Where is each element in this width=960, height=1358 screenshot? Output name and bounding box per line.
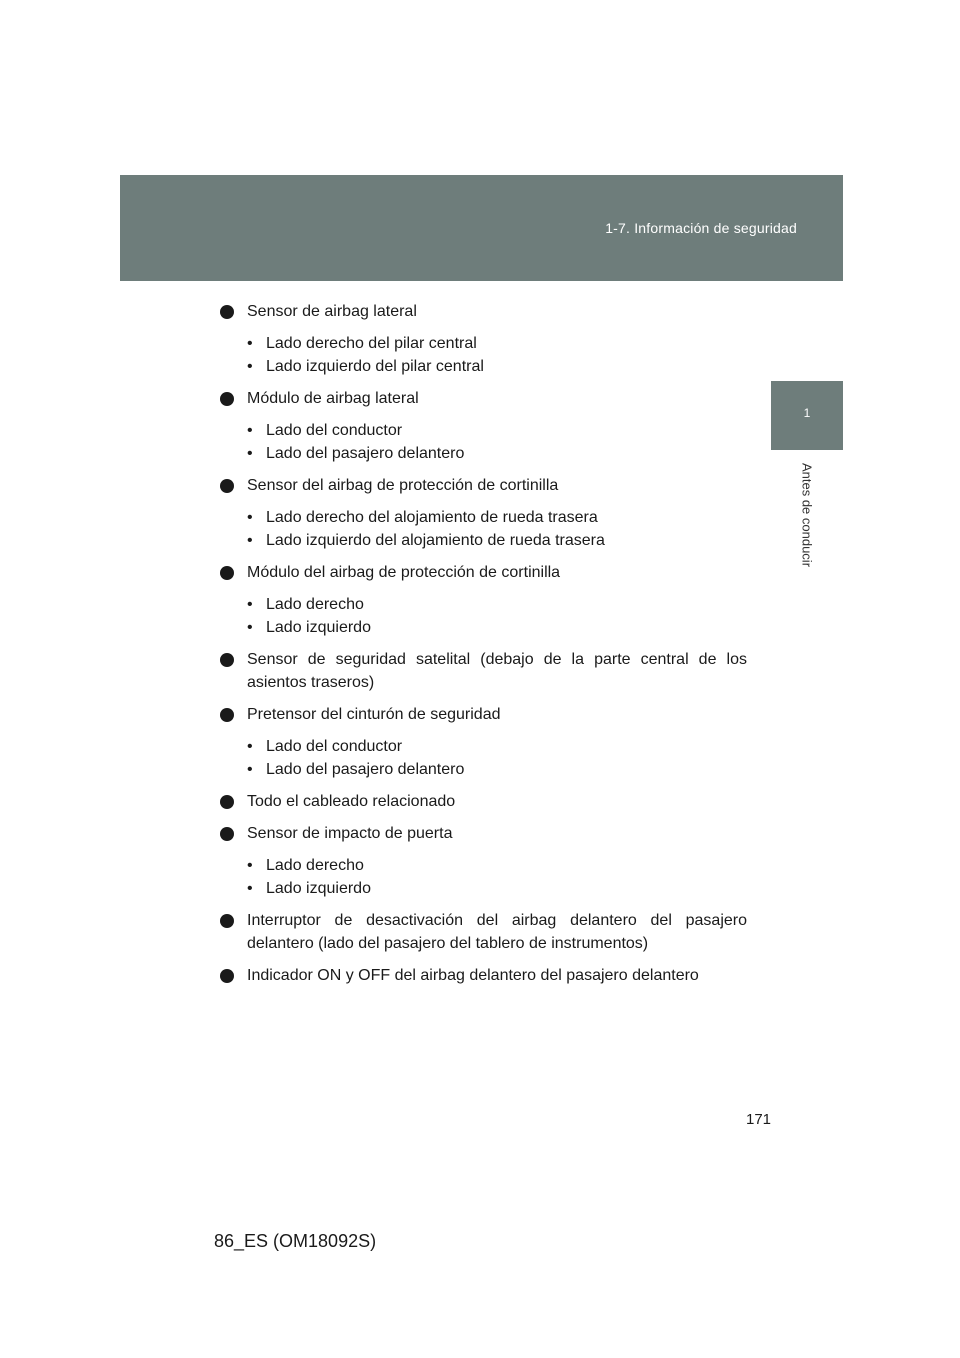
sub-list-item-text: Lado del conductor — [266, 422, 403, 439]
sub-list-item-text: Lado izquierdo — [266, 619, 371, 636]
bullet-dot-icon — [220, 969, 234, 983]
sub-list-item-text: Lado izquierdo — [266, 880, 371, 897]
sub-bullet-icon: • — [247, 509, 253, 526]
sub-list-item — [220, 506, 747, 529]
chapter-number: 1 — [803, 406, 811, 420]
sub-list-item — [220, 332, 747, 355]
sub-list — [220, 506, 747, 552]
sub-list-item-text: Lado del pasajero delantero — [266, 761, 465, 778]
sub-list-item-text: Lado izquierdo del alojamiento de rueda trasera — [266, 532, 605, 549]
sub-bullet-icon: • — [247, 532, 253, 549]
sub-list — [220, 735, 747, 781]
sub-list-item — [220, 758, 747, 781]
page-number: 171 — [746, 1111, 772, 1128]
list-item — [220, 703, 747, 726]
list-item — [220, 300, 747, 323]
list-item-text: Módulo de airbag lateral — [247, 390, 419, 407]
bullet-dot-icon — [220, 795, 234, 809]
section-title: 1-7. Información de seguridad — [605, 220, 797, 236]
sub-list-item — [220, 877, 747, 900]
sub-list-item-text: Lado izquierdo del pilar central — [266, 358, 484, 375]
sub-list-item — [220, 593, 747, 616]
list-item — [220, 909, 747, 955]
list-item-text: Sensor de seguridad satelital (debajo de la parte central de los asientos traseros) — [247, 651, 747, 691]
sub-list — [220, 419, 747, 465]
sub-list-item — [220, 854, 747, 877]
sub-list-item-text: Lado derecho — [266, 596, 364, 613]
bullet-dot-icon — [220, 305, 234, 319]
list-item — [220, 822, 747, 845]
bullet-dot-icon — [220, 566, 234, 580]
list-item-text: Todo el cableado relacionado — [247, 793, 456, 810]
list-item — [220, 474, 747, 497]
sub-list — [220, 593, 747, 639]
sub-list — [220, 332, 747, 378]
sub-list-item-text: Lado derecho del alojamiento de rueda trasera — [266, 509, 598, 526]
sub-list — [220, 854, 747, 900]
sub-bullet-icon: • — [247, 857, 253, 874]
sub-list-item — [220, 355, 747, 378]
list-item-text: Sensor de impacto de puerta — [247, 825, 453, 842]
chapter-title: Antes de conducir — [799, 462, 815, 568]
sub-bullet-icon: • — [247, 422, 253, 439]
header-band — [120, 175, 843, 281]
list-item — [220, 648, 747, 694]
bullet-dot-icon — [220, 392, 234, 406]
list-item-text: Pretensor del cinturón de seguridad — [247, 706, 501, 723]
sub-bullet-icon: • — [247, 335, 253, 352]
list-item — [220, 387, 747, 410]
list-item-text: Sensor del airbag de protección de cortinilla — [247, 477, 559, 494]
sub-bullet-icon: • — [247, 880, 253, 897]
sub-bullet-icon: • — [247, 738, 253, 755]
list-item-text: Indicador ON y OFF del airbag delantero del pasajero delantero — [247, 967, 699, 984]
sub-list-item — [220, 419, 747, 442]
sub-list-item — [220, 529, 747, 552]
doc-code: 86_ES (OM18092S) — [214, 1231, 377, 1251]
sub-list-item — [220, 442, 747, 465]
bullet-dot-icon — [220, 653, 234, 667]
list-item-text: Módulo del airbag de protección de cortinilla — [247, 564, 561, 581]
sub-bullet-icon: • — [247, 596, 253, 613]
sub-bullet-icon: • — [247, 445, 253, 462]
sub-list-item — [220, 735, 747, 758]
sub-list-item-text: Lado derecho del pilar central — [266, 335, 477, 352]
bullet-dot-icon — [220, 479, 234, 493]
sub-list-item-text: Lado del conductor — [266, 738, 403, 755]
list-item — [220, 561, 747, 584]
bullet-dot-icon — [220, 827, 234, 841]
list-item-text: Sensor de airbag lateral — [247, 303, 417, 320]
sub-bullet-icon: • — [247, 619, 253, 636]
sub-list-item-text: Lado derecho — [266, 857, 364, 874]
sub-list-item-text: Lado del pasajero delantero — [266, 445, 465, 462]
list-item — [220, 790, 747, 813]
component-list — [220, 300, 747, 996]
sub-bullet-icon: • — [247, 358, 253, 375]
sub-list-item — [220, 616, 747, 639]
list-item-text: Interruptor de desactivación del airbag delantero del pasajero delantero (lado del pasajero del tablero de instrumentos) — [247, 912, 747, 952]
chapter-tab — [771, 381, 843, 450]
sub-bullet-icon: • — [247, 761, 253, 778]
list-item — [220, 964, 747, 987]
bullet-dot-icon — [220, 914, 234, 928]
bullet-dot-icon — [220, 708, 234, 722]
